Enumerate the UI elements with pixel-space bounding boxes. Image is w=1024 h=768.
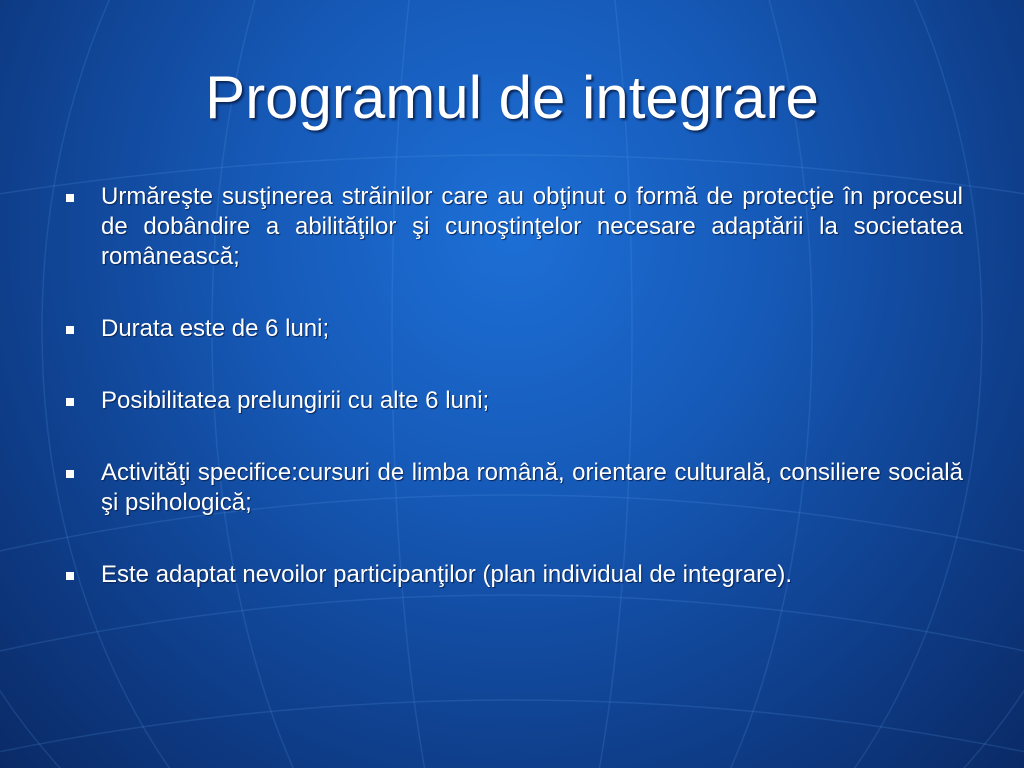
square-bullet-icon xyxy=(66,572,74,580)
square-bullet-icon xyxy=(66,326,74,334)
bullet-text: Durata este de 6 luni; xyxy=(101,315,330,342)
bullet-item xyxy=(60,314,963,344)
bullet-item xyxy=(60,560,963,590)
bullet-item xyxy=(60,386,963,416)
bullet-text: Urmăreşte susţinerea străinilor care au obţinut o formă de protecţie în procesul de dobândire a abilităţilor şi cunoştinţelor necesare adaptării la societatea românească; xyxy=(101,183,963,270)
bullet-text: Posibilitatea prelungirii cu alte 6 luni; xyxy=(101,387,490,414)
bullet-list xyxy=(60,182,963,590)
bullet-text: Este adaptat nevoilor participanţilor (plan individual de integrare). xyxy=(101,561,793,588)
bullet-item xyxy=(60,182,963,272)
square-bullet-icon xyxy=(66,194,74,202)
square-bullet-icon xyxy=(66,398,74,406)
slide-title: Programul de integrare xyxy=(205,64,819,131)
square-bullet-icon xyxy=(66,470,74,478)
bullet-item xyxy=(60,458,963,518)
bullet-text: Activităţi specifice:cursuri de limba română, orientare culturală, consiliere socială şi psihologică; xyxy=(101,459,963,516)
